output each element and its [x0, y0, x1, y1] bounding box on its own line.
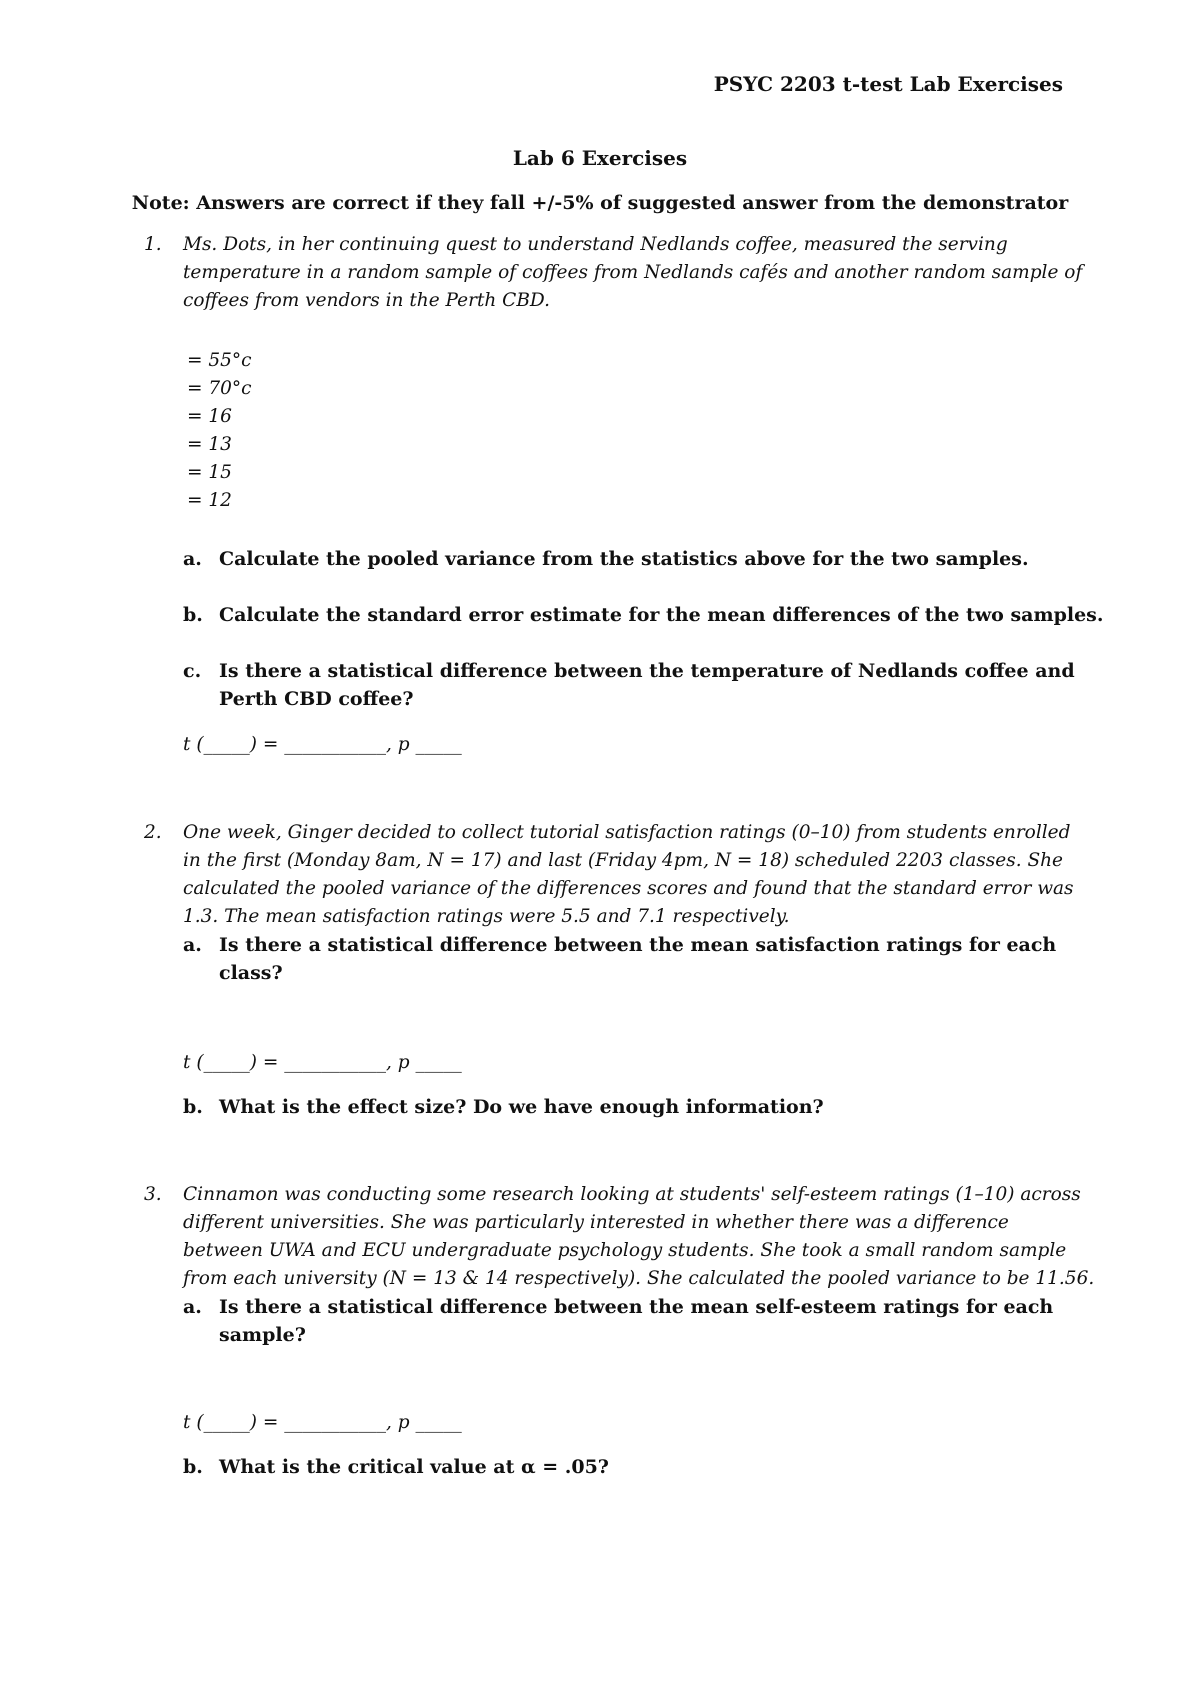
question-2-number: 2.	[144, 822, 162, 843]
stat-value-3: = 16	[187, 406, 232, 427]
question-3b-text: What is the critical value at α = .05?	[219, 1456, 609, 1478]
question-1b-text: Calculate the standard error estimate for the mean differences of the two samples.	[219, 604, 1104, 626]
question-2-answer-template: t (_____) = ___________, p _____	[183, 1052, 462, 1073]
question-1-answer-template: t (_____) = ___________, p _____	[183, 734, 462, 755]
question-1c-line-2: Perth CBD coffee?	[219, 688, 414, 710]
question-2-line-1: One week, Ginger decided to collect tutorial satisfaction ratings (0–10) from students enrolled	[183, 822, 1071, 843]
question-2-line-4: 1.3. The mean satisfaction ratings were 5.5 and 7.1 respectively.	[183, 906, 790, 927]
page-title: Lab 6 Exercises	[512, 146, 688, 170]
question-2-line-3: calculated the pooled variance of the differences scores and found that the standard error was	[183, 878, 1074, 899]
stat-value-5: = 15	[187, 462, 232, 483]
question-1b-label: b.	[183, 604, 203, 626]
question-1c-label: c.	[183, 660, 202, 682]
question-1-line-2: temperature in a random sample of coffees from Nedlands cafés and another random sample of	[183, 262, 1083, 283]
question-2a-line-2: class?	[219, 962, 283, 984]
stat-value-1: = 55°c	[187, 350, 252, 371]
question-3a-line-2: sample?	[219, 1324, 306, 1346]
stat-value-4: = 13	[187, 434, 232, 455]
answer-note: Note: Answers are correct if they fall +/-5% of suggested answer from the demonstrator	[131, 192, 1069, 214]
question-3b-label: b.	[183, 1456, 203, 1478]
question-1a-label: a.	[183, 548, 202, 570]
question-3-line-2: different universities. She was particularly interested in whether there was a difference	[183, 1212, 1009, 1233]
question-2a-label: a.	[183, 934, 202, 956]
question-1-line-1: Ms. Dots, in her continuing quest to understand Nedlands coffee, measured the serving	[183, 234, 1008, 255]
question-1-number: 1.	[144, 234, 162, 255]
question-1-line-3: coffees from vendors in the Perth CBD.	[183, 290, 550, 311]
question-3-answer-template: t (_____) = ___________, p _____	[183, 1412, 462, 1433]
question-3a-label: a.	[183, 1296, 202, 1318]
question-3-line-4: from each university (N = 13 & 14 respectively). She calculated the pooled variance to be 11.56.	[183, 1268, 1095, 1289]
stat-value-2: = 70°c	[187, 378, 252, 399]
question-1a-text: Calculate the pooled variance from the statistics above for the two samples.	[219, 548, 1029, 570]
question-2a-line-1: Is there a statistical difference between the mean satisfaction ratings for each	[219, 934, 1057, 956]
question-1c-line-1: Is there a statistical difference between the temperature of Nedlands coffee and	[219, 660, 1075, 682]
question-2-line-2: in the first (Monday 8am, N = 17) and last (Friday 4pm, N = 18) scheduled 2203 classes. She	[183, 850, 1063, 871]
question-3-number: 3.	[144, 1184, 162, 1205]
question-2b-label: b.	[183, 1096, 203, 1118]
question-2b-text: What is the effect size? Do we have enough information?	[219, 1096, 824, 1118]
question-3-line-1: Cinnamon was conducting some research looking at students' self-esteem ratings (1–10) across	[183, 1184, 1081, 1205]
stat-value-6: = 12	[187, 490, 232, 511]
question-3a-line-1: Is there a statistical difference between the mean self-esteem ratings for each	[219, 1296, 1054, 1318]
question-3-line-3: between UWA and ECU undergraduate psychology students. She took a small random sample	[183, 1240, 1067, 1261]
header-course-title: PSYC 2203 t-test Lab Exercises	[713, 72, 1063, 96]
